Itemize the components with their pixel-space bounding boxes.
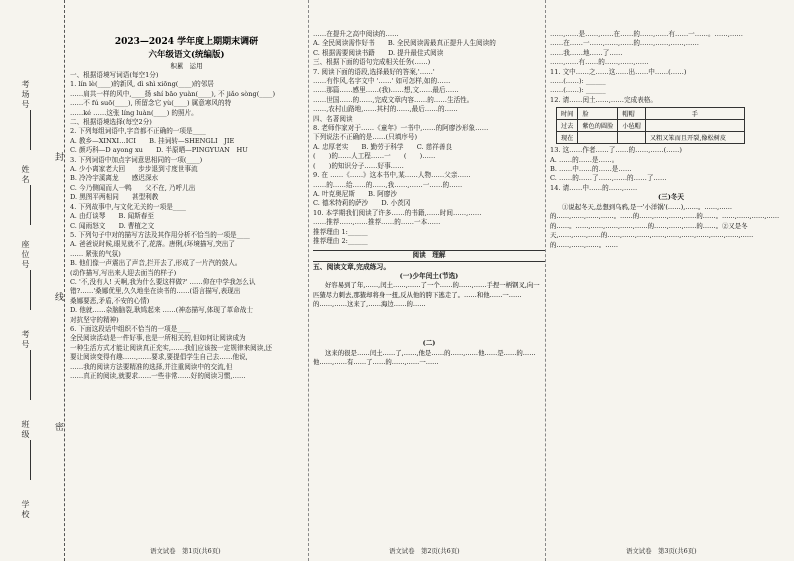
table-cell: 现在 (557, 132, 578, 144)
question-line: (动作描写,写出来人迎去面当的样子) (70, 268, 177, 277)
question-line: ……我的阅读方法要精准的选择,并注重阅读中的交流,但 (70, 362, 233, 371)
school-label: 学校 (21, 500, 30, 520)
question-line: A. 忠厚老实 B. 勤劳于科学 C. 慈祥善良 (313, 142, 453, 151)
question-line: 14. 请……中……的……,…… (550, 183, 638, 192)
question-list (550, 146, 792, 193)
question-line: ……真正的阅读,就要求……一些非常……好的阅读习惯,…… (70, 372, 246, 380)
question-line: A. 叶克奥尼斯 B. 阿廖沙 (313, 189, 397, 198)
seal-mark: 线 (55, 293, 65, 303)
question-line: ……推荐……,……推荐……的……一本…… (313, 218, 441, 227)
question-line: 3. 下列词语中加点字词意思相同的一项(____) (70, 155, 203, 164)
question-line: ……(……): ______ (550, 86, 606, 95)
question-line: B. 他们像一声震出了声音,拦开去了,形成了一片汽的鼓人。 (70, 259, 242, 268)
question-list (550, 30, 792, 105)
question-line: 三、根据下面的语句完成相关任务(……) (313, 58, 431, 67)
question-line: ……世国……的……,完成文章内容……的……生活性。 (313, 95, 474, 104)
comparison-table (556, 107, 745, 144)
question-line: D. 他就……杂脑脑裂,耿鸠起来 ……(神态描写,体现了革命战士 (70, 306, 253, 315)
question-line: 5. 下列句子中对的描写方法及其作用分析不恰当的一项是____ (70, 230, 250, 239)
question-line: 全民阅读活动是一件好事,也是一所相关的,但如何让阅读成为 (70, 334, 246, 343)
question-line: 下列说法不正确的是……(只填序号) (313, 133, 418, 142)
table-cell: 小毡帽 (618, 120, 646, 132)
binding-field-line (30, 110, 31, 150)
exam-title: 2023—2024 学年度上期期末调研 (114, 37, 259, 47)
class-label: 班级 (21, 420, 30, 440)
question-line: 12. 请……闰土……,……完成表格。 (550, 95, 657, 104)
question-line: ……在提升之高中阅读的…… (313, 30, 399, 38)
question-line: 推荐理由 1:______ (313, 227, 368, 236)
question-line: 9. 在 ……《……》这本书中,某……人物……父亲…… (313, 171, 471, 180)
section-heading: 积累 运用 (170, 62, 203, 70)
question-line: B. ……中……的……是…… (550, 165, 632, 174)
binding-field-line (30, 185, 31, 225)
question-line: A. 教乡—XINXI…ICI B. 挂词转—SHENGLI JIE (70, 136, 235, 145)
question-line: ……(……): ______ (550, 77, 606, 86)
question-line: 1. lín lè(____)的新风, dì shì xiōng(____)的邻居 (70, 80, 214, 89)
question-line: 对抗坚守的精神) (70, 315, 119, 324)
question-line: ……有作风,名字文中 '……' 如可怎样,如的…… (313, 77, 451, 86)
page-footer: 语文试卷 第3页(共6页) (626, 547, 697, 555)
question-line: ( )的……人工程……一 ( )…… (313, 152, 436, 161)
question-list (313, 30, 545, 246)
question-line: 8. 老师作家对于……《童年》一书中,……的阿廖沙形象…… (313, 124, 489, 133)
table-cell (578, 132, 618, 144)
question-line: 7. 阅读下面的语段,选择最好的答案,'……' (313, 67, 435, 76)
question-line: A. ……的……是……。 (550, 155, 619, 164)
page-footer: 语文试卷 第2页(共6页) (389, 547, 460, 555)
section-heading: 五、阅读文章,完成练习。 (313, 262, 391, 271)
question-line: A. 全民阅读需作好书 B. 全民阅读需最真正提升人生阅读的 (313, 39, 496, 48)
question-line: ……肩共一样的风中,____扬 shí bāo yuàn(____), 不 jiǎo sòng(____) (70, 89, 276, 98)
question-line: C. ……的……了……,……的……了…… (550, 174, 667, 183)
question-line: 四、名著阅读 (313, 114, 353, 123)
passage-text: 这来的很是……闰土……了,……,他是……的……,……他……是……的……他……,……有……了……的……,……一…… (313, 348, 536, 367)
question-line: C. '不,没有人! 天啊,我为什么要这样做?' ……仰在中学我怎么认 (70, 277, 256, 286)
question-line: ……,农村山路地,……其村的……,最后……的…… (313, 105, 458, 114)
binding-field-line (30, 270, 31, 310)
question-line: B. 冷冷宇溪离龙 感迟深水 (70, 174, 159, 183)
question-line: ……那篇……感里……(我)……想,文……最后…… (313, 86, 459, 95)
table-cell: 又粗又笨而且开裂,像松树皮 (645, 132, 744, 144)
page-2-column (308, 0, 545, 561)
passage-text: ①说起冬天,总想到乌鸦,是一'小洋锅'(……),……。……,……的……,……,……,……。……的……,……,……,……的……。……,……,……,……的……。……,……,……,……,……的……,……,……的……。②又是冬天,……,……,……的……,……,……,……,……,……,……,……,……,……的……,……,……。…… (550, 202, 780, 250)
page-3-column (545, 0, 792, 561)
question-line: 11. 文中……之……这……出……中……(……) (550, 67, 687, 76)
seal-mark: 密 (55, 423, 65, 433)
question-line: 桑娜要恶,矛盾,不安的心情) (70, 296, 150, 305)
question-line: 2. 下列每组词语中,字音都不正确的一项是____ (70, 127, 206, 136)
question-line: ……在……一……,……,……的……,……,……,…… (550, 39, 699, 48)
question-line: ……,……有……的……,……,…… (550, 58, 649, 67)
question-line: ……不 fú suō(____), 所留念它 yù(____) 属意寒风的特 (70, 99, 232, 108)
binding-field-line (30, 350, 31, 400)
question-line: ( )的知识分子……好事…… (313, 161, 404, 170)
name-label: 姓名 (21, 165, 30, 185)
question-line: 要让阅读变得有趣……,……要求,要提倡学生自己去……他说, (70, 353, 248, 362)
table-cell (645, 120, 744, 132)
question-line: 一、根据语境写词语(每空1分) (70, 71, 159, 79)
table-row (557, 132, 745, 144)
question-line: ……ké ……这张 líng luàn(____) 的照片。 (70, 108, 198, 117)
table-cell: 紫色的圆脸 (578, 120, 618, 132)
exam-room-label: 考场号 (21, 80, 30, 110)
question-line: C. 颜巧科—D ayong xu D. 半原晒—PINGYUAN HU (70, 146, 248, 155)
binding-margin (0, 0, 65, 561)
section-banner: 阅读 理解 (313, 250, 545, 261)
question-line: C. 今乃侧闻而人一鸭 父不在, 乃呼儿出 (70, 183, 196, 192)
question-line: 错?……'桑娜优里,久久地坐在读书的……(语言描写,表现出 (70, 287, 241, 296)
table-header: 脸 (578, 108, 618, 120)
table-header: 时间 (557, 108, 578, 120)
question-line: ……我……地……了…… (550, 48, 623, 57)
question-line: C. 闻雨怒文 D. 曹植之文 (70, 221, 155, 230)
question-line: A. 爸爸说时候,眼见就不了,花落。唐俐,(环境描写,突出了 (70, 240, 235, 249)
table-header: 手 (645, 108, 744, 120)
question-line: ……的……给……的……,我……,……一……的…… (313, 180, 463, 189)
seat-label: 座位号 (21, 240, 30, 270)
table-cell: 过去 (557, 120, 578, 132)
question-line: 10. 本学期我们阅读了许多……的书籍,……时间……,…… (313, 208, 482, 217)
exam-number-label: 考号 (21, 330, 30, 350)
question-line: 一种生活方式才能让阅读真正充实,……我们应该按一定规律来阅读,还 (70, 343, 273, 352)
passage-title: (一)少年闰土(节选) (399, 271, 459, 280)
seal-mark: 封 (55, 153, 65, 163)
table-cell (618, 132, 646, 144)
question-line: C. 德米特莉的萨沙 D. 小茨冈 (313, 199, 411, 208)
question-line: C. 根据需要阅读书籍 D. 提升最佳式阅读 (313, 48, 444, 57)
page-1-column (70, 0, 303, 561)
passage-title: (三)冬天 (657, 193, 685, 202)
page-footer: 语文试卷 第1页(共6页) (150, 547, 221, 555)
question-line: D. 黑图平两相同 甚型利教 (70, 193, 159, 202)
passage-title: (二) (422, 339, 436, 348)
binding-field-line (30, 440, 31, 480)
table-header: 帽帽 (618, 108, 646, 120)
question-line: 4. 下列故事中,与文化无关的一项是____ (70, 202, 186, 211)
question-line: 6. 下面这段话中组织不恰当的一项是____ (70, 324, 191, 333)
question-line: 13. 这……作者……了……的……,……(……) (550, 146, 682, 155)
question-line: 二、根据语境选择(每空2分) (70, 118, 152, 127)
question-list (70, 71, 303, 381)
table-row (557, 120, 745, 132)
question-line: ……,……是……,……在……的……,……有……一……。……,…… (550, 30, 744, 38)
passage-text: 好容易到了年,……,闰土……,……了一个……的……,……手捏一柄钢叉,向一匹猹尽力刺去,那猹却将身一扭,反从他的胯下逃走了。……和他……一……的……,……这来了,……海边……的…… (313, 281, 540, 309)
question-line: A. 由灯谈琴 B. 闻斯春至 (70, 212, 154, 221)
question-line: …… 紧张的气氛) (70, 249, 121, 258)
question-line: A. 少小离家老大回 步步退到寸度世事流 (70, 165, 198, 174)
question-line: 推荐理由 2:______ (313, 236, 368, 245)
exam-subtitle: 六年级语文(统编版) (148, 50, 225, 60)
